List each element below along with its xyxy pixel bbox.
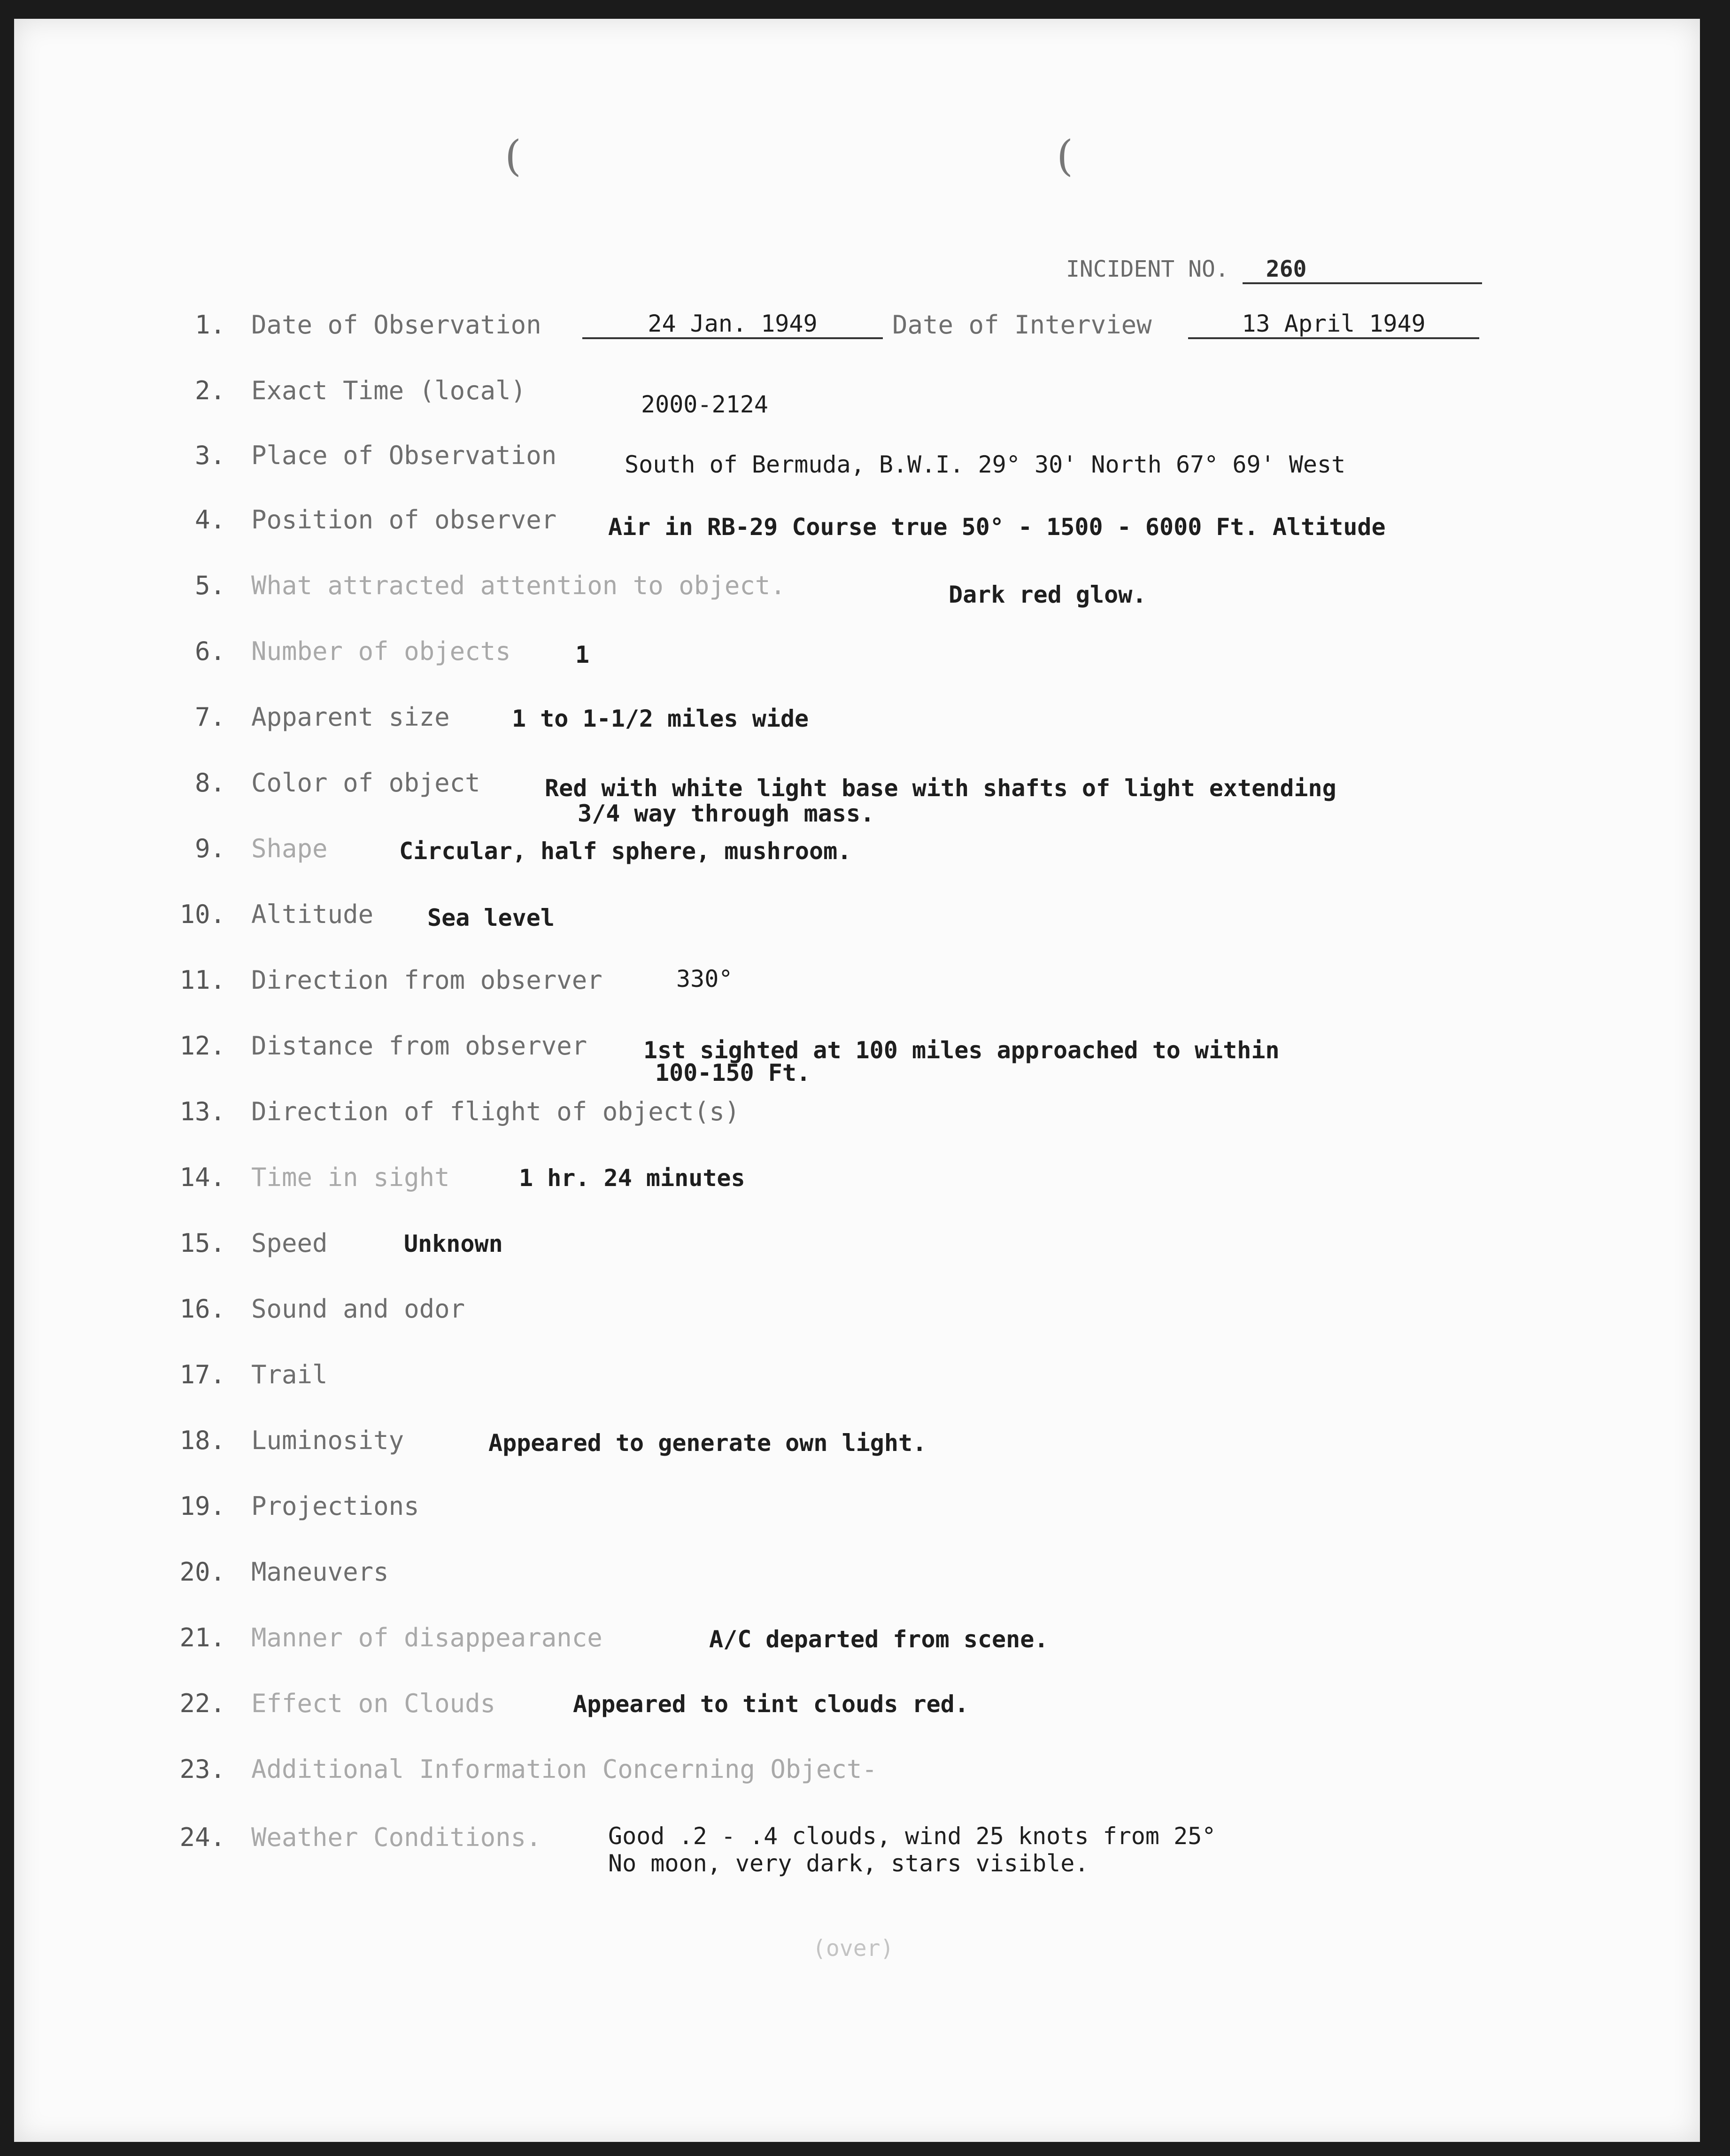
item-number: 15. [179, 1228, 225, 1258]
item-label: Effect on Clouds [251, 1689, 496, 1718]
form-row-20 [14, 1557, 1700, 1609]
form-row-22 [14, 1689, 1700, 1740]
form-row-17 [14, 1360, 1700, 1411]
item-number: 18. [179, 1426, 225, 1455]
item-label: Time in sight [251, 1163, 450, 1192]
item-label: Speed [251, 1228, 328, 1258]
item-number: 23. [179, 1754, 225, 1784]
item-label: What attracted attention to object. [251, 571, 786, 600]
item-number: 4. [194, 505, 225, 535]
item-number: 22. [179, 1689, 225, 1718]
item-label: Trail [251, 1360, 328, 1389]
shape-value: Circular, half sphere, mushroom. [399, 838, 852, 865]
form-row-16 [14, 1294, 1700, 1346]
item-number: 5. [194, 571, 225, 600]
item-number: 19. [179, 1491, 225, 1521]
date-of-interview-value: 13 April 1949 [1188, 310, 1479, 339]
item-label: Number of objects [251, 636, 511, 666]
item-label: Color of object [251, 768, 480, 798]
form-row-6 [14, 636, 1700, 688]
item-number: 17. [179, 1360, 225, 1389]
date-of-observation-value: 24 Jan. 1949 [582, 310, 883, 339]
item-number: 21. [179, 1623, 225, 1652]
form-row-13 [14, 1097, 1700, 1148]
item-number: 16. [179, 1294, 225, 1324]
item-number: 7. [194, 702, 225, 732]
item-number: 12. [179, 1031, 225, 1061]
altitude-value: Sea level [427, 904, 555, 931]
item-label: Weather Conditions. [251, 1823, 541, 1852]
punch-hole-mark-right: ( [1057, 132, 1074, 181]
form-row-8 [14, 768, 1700, 838]
incident-number-header [1066, 256, 1482, 284]
item-label: Shape [251, 834, 328, 863]
weather-conditions-value-continued: No moon, very dark, stars visible. [608, 1850, 1089, 1877]
number-of-objects-value: 1 [575, 641, 590, 668]
item-label: Direction of flight of object(s) [251, 1097, 740, 1126]
position-of-observer-value: Air in RB-29 Course true 50° - 1500 - 6000 Ft. Altitude [608, 513, 1386, 541]
place-of-observation-value: South of Bermuda, B.W.I. 29° 30' North 67° 69' West [625, 451, 1346, 478]
item-label: Direction from observer [251, 965, 602, 995]
form-row-5 [14, 571, 1700, 622]
punch-hole-mark-left: ( [505, 132, 522, 181]
exact-time-value: 2000-2124 [641, 391, 768, 418]
form-row-9 [14, 834, 1700, 885]
item-label: Apparent size [251, 702, 450, 732]
incident-label: INCIDENT NO. [1066, 256, 1229, 282]
item-number: 11. [179, 965, 225, 995]
item-number: 1. [194, 310, 225, 340]
item-number: 2. [194, 376, 225, 405]
item-number: 9. [194, 834, 225, 863]
item-label: Altitude [251, 900, 374, 929]
over-note: (over) [812, 1935, 894, 1962]
date-of-interview-label: Date of Interview [892, 310, 1152, 340]
form-row-4 [14, 505, 1700, 557]
item-number: 10. [179, 900, 225, 929]
item-number: 24. [179, 1823, 225, 1852]
apparent-size-value: 1 to 1-1/2 miles wide [512, 705, 809, 732]
item-number: 3. [194, 441, 225, 470]
distance-from-observer-value-continued: 100-150 Ft. [655, 1059, 811, 1086]
manner-of-disappearance-value: A/C departed from scene. [709, 1626, 1049, 1653]
distance-from-observer-value: 1st sighted at 100 miles approached to within [643, 1037, 1280, 1064]
form-row-23 [14, 1754, 1700, 1806]
item-number: 20. [179, 1557, 225, 1587]
weather-conditions-value: Good .2 - .4 clouds, wind 25 knots from 25° [608, 1823, 1216, 1850]
color-of-object-value-continued: 3/4 way through mass. [578, 800, 875, 827]
item-number: 13. [179, 1097, 225, 1126]
item-label: Luminosity [251, 1426, 404, 1455]
item-number: 6. [194, 636, 225, 666]
item-label: Exact Time (local) [251, 376, 526, 405]
form-row-24 [14, 1823, 1700, 1893]
item-number: 14. [179, 1163, 225, 1192]
time-in-sight-value: 1 hr. 24 minutes [519, 1164, 745, 1192]
item-label: Date of Observation [251, 310, 541, 340]
direction-from-observer-value: 330° [676, 965, 733, 993]
attracted-attention-value: Dark red glow. [949, 581, 1147, 608]
item-label: Distance from observer [251, 1031, 587, 1061]
color-of-object-value: Red with white light base with shafts of light extending [545, 775, 1336, 802]
form-row-2 [14, 376, 1700, 427]
form-row-1 [14, 310, 1700, 362]
incident-number: 260 [1243, 256, 1482, 284]
form-row-19 [14, 1491, 1700, 1543]
document-page [14, 19, 1700, 2142]
item-label: Manner of disappearance [251, 1623, 602, 1652]
item-label: Place of Observation [251, 441, 557, 470]
item-number: 8. [194, 768, 225, 798]
form-row-15 [14, 1228, 1700, 1280]
item-label: Maneuvers [251, 1557, 389, 1587]
item-label: Additional Information Concerning Object- [251, 1754, 877, 1784]
form-row-3 [14, 441, 1700, 492]
form-row-12 [14, 1031, 1700, 1101]
item-label: Sound and odor [251, 1294, 465, 1324]
speed-value: Unknown [404, 1230, 503, 1257]
form-row-10 [14, 900, 1700, 951]
form-row-18 [14, 1426, 1700, 1477]
item-label: Position of observer [251, 505, 557, 535]
form-row-21 [14, 1623, 1700, 1675]
form-row-11 [14, 965, 1700, 1017]
form-row-7 [14, 702, 1700, 754]
luminosity-value: Appeared to generate own light. [488, 1429, 927, 1457]
effect-on-clouds-value: Appeared to tint clouds red. [573, 1691, 969, 1718]
item-label: Projections [251, 1491, 419, 1521]
form-row-14 [14, 1163, 1700, 1214]
